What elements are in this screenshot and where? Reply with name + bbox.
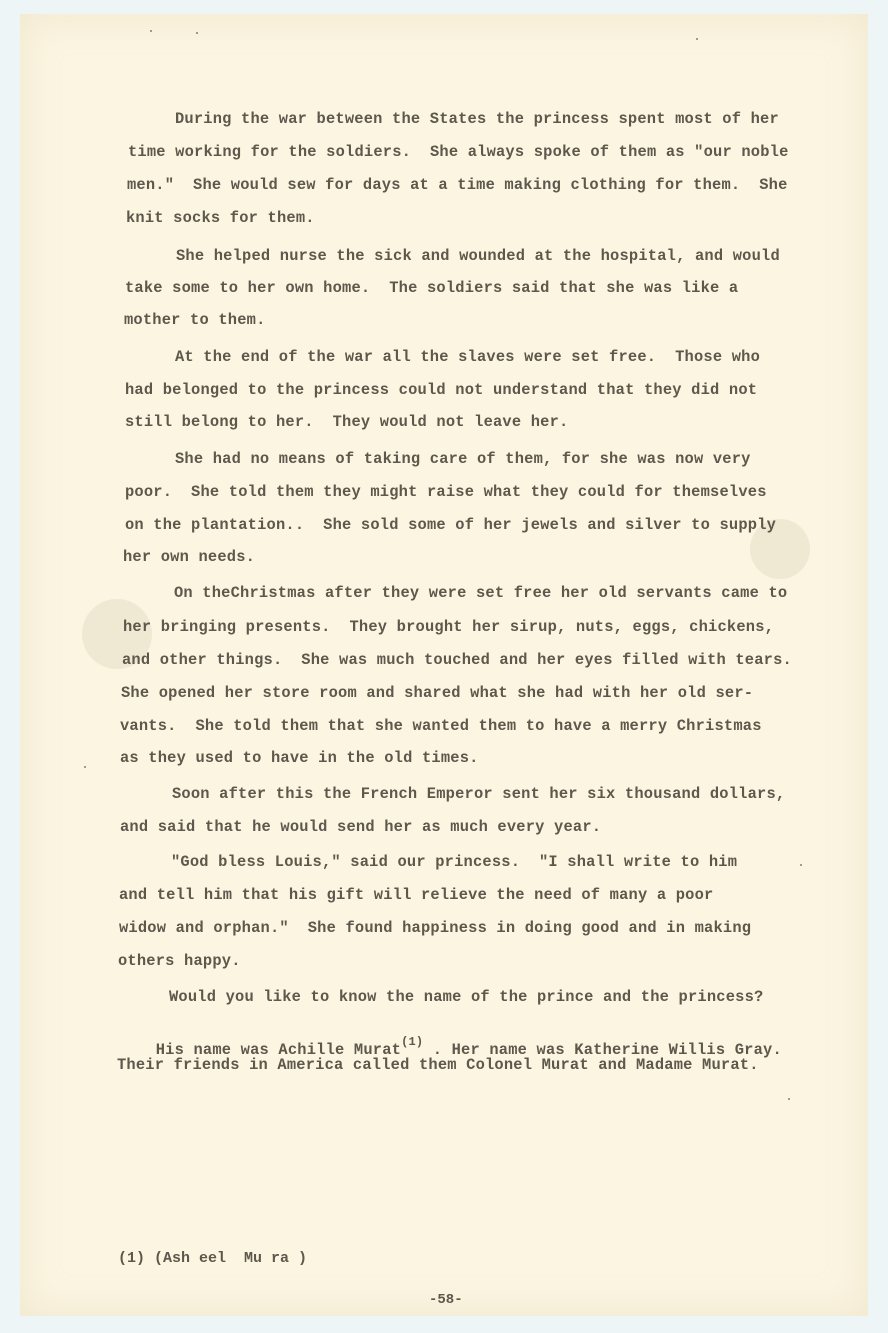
text-line: her bringing presents. They brought her sirup, nuts, eggs, chickens, xyxy=(123,618,775,636)
text-line: and other things. She was much touched and her eyes filled with tears. xyxy=(122,651,792,669)
text-line: mother to them. xyxy=(124,311,266,329)
text-line: On theChristmas after they were set free her old servants came to xyxy=(174,584,788,602)
text-line: Soon after this the French Emperor sent her six thousand dollars, xyxy=(172,785,786,803)
text-line: and tell him that his gift will relieve the need of many a poor xyxy=(119,886,714,904)
paper-speck xyxy=(196,32,198,34)
paper-speck xyxy=(84,766,86,768)
text-line: had belonged to the princess could not understand that they did not xyxy=(125,381,758,399)
footnote-marker: (1) xyxy=(401,1035,424,1049)
page-number: -58- xyxy=(429,1292,463,1308)
text-line: on the plantation.. She sold some of her jewels and silver to supply xyxy=(125,516,777,534)
paper-speck xyxy=(150,30,152,32)
text-line: take some to her own home. The soldiers said that she was like a xyxy=(125,279,739,297)
text-line: "God bless Louis," said our princess. "I shall write to him xyxy=(171,853,738,871)
text-line: vants. She told them that she wanted them to have a merry Christmas xyxy=(120,717,762,735)
text-line: as they used to have in the old times. xyxy=(120,749,479,767)
text-line: others happy. xyxy=(118,952,241,970)
text-line: poor. She told them they might raise what they could for themselves xyxy=(125,483,767,501)
text-line: Their friends in America called them Colonel Murat and Madame Murat. xyxy=(117,1056,759,1074)
text-line: men." She would sew for days at a time making clothing for them. She xyxy=(127,176,788,194)
paper-speck xyxy=(800,864,802,866)
text-line: During the war between the States the princess spent most of her xyxy=(175,110,779,128)
text-line: Would you like to know the name of the prince and the princess? xyxy=(169,988,764,1006)
text-line: her own needs. xyxy=(123,548,256,566)
text-line: and said that he would send her as much every year. xyxy=(120,818,602,836)
paper-speck xyxy=(696,38,698,40)
paper-speck xyxy=(788,1098,790,1100)
name-line-part: . Her name was Katherine Willis Gray. xyxy=(432,1041,782,1059)
text-line: She opened her store room and shared what she had with her old ser- xyxy=(121,684,754,702)
text-line: knit socks for them. xyxy=(126,209,315,227)
text-line: still belong to her. They would not leave her. xyxy=(125,413,569,431)
text-line: She had no means of taking care of them, for she was now very xyxy=(175,450,751,468)
document-page xyxy=(20,14,868,1316)
text-line: At the end of the war all the slaves were set free. Those who xyxy=(175,348,761,366)
footnote: (1) (Ash eel Mu ra ) xyxy=(118,1250,308,1267)
text-line: She helped nurse the sick and wounded at the hospital, and would xyxy=(176,247,780,265)
text-line: widow and orphan." She found happiness in doing good and in making xyxy=(119,919,752,937)
text-line: time working for the soldiers. She always spoke of them as "our noble xyxy=(128,143,789,161)
name-line-part: His name was Achille Murat xyxy=(155,1041,402,1059)
